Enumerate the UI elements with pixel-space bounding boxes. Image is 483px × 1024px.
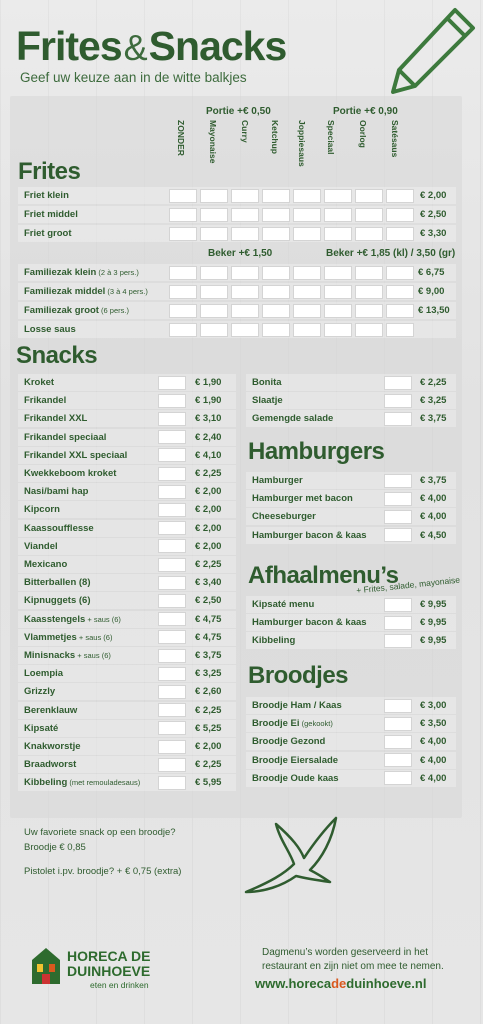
price-label: € 1,90 xyxy=(195,395,222,407)
choice-box[interactable] xyxy=(158,558,186,572)
choice-box[interactable] xyxy=(169,189,197,203)
price-label: € 3,00 xyxy=(420,700,447,711)
choice-box[interactable] xyxy=(231,189,259,203)
price-label: € 2,00 xyxy=(195,540,222,552)
choice-box[interactable] xyxy=(169,304,197,318)
website-link[interactable]: www.horecadeduinhoeve.nl xyxy=(255,976,427,991)
choice-box[interactable] xyxy=(158,630,186,644)
price-label: € 9,00 xyxy=(418,286,445,297)
sauce-column-header: ZONDER xyxy=(176,120,186,156)
choice-box[interactable] xyxy=(200,227,228,241)
choice-box[interactable] xyxy=(355,266,383,280)
choice-box[interactable] xyxy=(158,394,186,408)
price-label: € 4,75 xyxy=(195,631,222,643)
price-label: € 2,50 xyxy=(195,595,222,607)
beker-left-label: Beker +€ 1,50 xyxy=(208,248,273,259)
price-label: € 2,00 xyxy=(195,504,222,516)
hamburger-item: Cheeseburger xyxy=(252,511,316,523)
price-label: € 4,00 xyxy=(420,772,447,784)
snack-item: Berenklauw xyxy=(24,704,78,716)
hamburger-item: Hamburger met bacon xyxy=(252,493,353,505)
choice-box[interactable] xyxy=(384,598,412,612)
choice-box[interactable] xyxy=(324,208,352,222)
price-label: € 5,25 xyxy=(195,722,222,734)
snack-item: Loempia xyxy=(24,668,64,680)
choice-box[interactable] xyxy=(200,304,228,318)
choice-box[interactable] xyxy=(386,266,414,280)
sauce-column-header: Oorlog xyxy=(358,120,368,148)
choice-box[interactable] xyxy=(158,612,186,626)
snack-item: Frikandel XXL speciaal xyxy=(24,449,128,461)
choice-box[interactable] xyxy=(386,227,414,241)
choice-box[interactable] xyxy=(158,594,186,608)
snack-item: Kipcorn xyxy=(24,504,60,516)
price-label: € 2,25 xyxy=(420,377,447,388)
choice-box[interactable] xyxy=(158,412,186,426)
footnote-line1: Uw favoriete snack op een broodje? xyxy=(24,827,176,838)
choice-box[interactable] xyxy=(355,304,383,318)
price-label: € 9,95 xyxy=(420,635,447,647)
subtitle: Geef uw keuze aan in de witte balkjes xyxy=(20,70,247,85)
price-label: € 3,25 xyxy=(195,668,222,680)
choice-box[interactable] xyxy=(200,189,228,203)
price-label: € 2,40 xyxy=(195,431,222,443)
price-label: € 2,00 xyxy=(195,486,222,498)
price-label: € 9,95 xyxy=(420,617,447,629)
choice-box[interactable] xyxy=(262,266,290,280)
family-item: Familiezak klein (2 à 3 pers.) xyxy=(24,267,139,278)
choice-box[interactable] xyxy=(384,474,412,488)
choice-box[interactable] xyxy=(384,735,412,749)
price-label: € 3,75 xyxy=(420,475,447,486)
choice-box[interactable] xyxy=(324,323,352,337)
snacks-heading: Snacks xyxy=(16,342,98,369)
choice-box[interactable] xyxy=(355,323,383,337)
broodje-item: Broodje Oude kaas xyxy=(252,772,339,784)
choice-box[interactable] xyxy=(355,208,383,222)
price-label: € 3,75 xyxy=(420,413,447,425)
choice-box[interactable] xyxy=(158,485,186,499)
sauce-column-header: Satésaus xyxy=(390,120,400,158)
snack-item: Frikandel xyxy=(24,395,67,407)
choice-box[interactable] xyxy=(384,376,412,390)
choice-box[interactable] xyxy=(169,323,197,337)
price-label: € 2,50 xyxy=(420,209,447,220)
choice-box[interactable] xyxy=(384,753,412,767)
pencil-icon xyxy=(385,6,477,96)
broodje-item: Broodje Ham / Kaas xyxy=(252,700,342,711)
choice-box[interactable] xyxy=(200,323,228,337)
extra-item: Gemengde salade xyxy=(252,413,334,425)
choice-box[interactable] xyxy=(262,189,290,203)
price-label: € 2,60 xyxy=(195,686,222,698)
choice-box[interactable] xyxy=(169,266,197,280)
choice-box[interactable] xyxy=(384,616,412,630)
price-label: € 3,50 xyxy=(420,718,447,730)
choice-box[interactable] xyxy=(158,430,186,444)
afhaal-item: Hamburger bacon & kaas xyxy=(252,617,367,629)
choice-box[interactable] xyxy=(158,448,186,462)
choice-box[interactable] xyxy=(231,285,259,299)
choice-box[interactable] xyxy=(158,649,186,663)
snack-item: Viandel xyxy=(24,540,58,552)
family-item: Losse saus xyxy=(24,324,76,335)
choice-box[interactable] xyxy=(386,304,414,318)
snack-item: Mexicano xyxy=(24,559,68,570)
choice-box[interactable] xyxy=(169,227,197,241)
broodje-item: Broodje Ei (gekookt) xyxy=(252,718,333,730)
choice-box[interactable] xyxy=(262,285,290,299)
seagull-icon xyxy=(240,812,350,902)
extra-item: Bonita xyxy=(252,377,282,388)
frites-item: Friet klein xyxy=(24,190,69,201)
price-label: € 4,00 xyxy=(420,736,447,748)
choice-box[interactable] xyxy=(324,227,352,241)
choice-box[interactable] xyxy=(386,323,414,337)
choice-box[interactable] xyxy=(384,510,412,524)
logo-line2: DUINHOEVE xyxy=(67,963,151,979)
snack-item: Vlammetjes + saus (6) xyxy=(24,631,113,643)
choice-box[interactable] xyxy=(231,208,259,222)
choice-box[interactable] xyxy=(293,208,321,222)
hamburger-item: Hamburger xyxy=(252,475,303,486)
snack-item: Kipsaté xyxy=(24,722,59,734)
choice-box[interactable] xyxy=(384,634,412,648)
choice-box[interactable] xyxy=(384,492,412,506)
choice-box[interactable] xyxy=(293,189,321,203)
choice-box[interactable] xyxy=(262,208,290,222)
family-item: Familiezak middel (3 à 4 pers.) xyxy=(24,286,148,297)
extra-item: Slaatje xyxy=(252,395,283,407)
snack-item: Kwekkeboom kroket xyxy=(24,468,117,479)
snack-item: Grizzly xyxy=(24,686,56,698)
choice-box[interactable] xyxy=(158,521,186,535)
frites-item: Friet middel xyxy=(24,209,78,220)
choice-box[interactable] xyxy=(158,503,186,517)
choice-box[interactable] xyxy=(262,227,290,241)
price-label: € 4,00 xyxy=(420,493,447,505)
frites-heading: Frites xyxy=(18,158,81,185)
price-label: € 3,25 xyxy=(420,395,447,407)
price-label: € 4,00 xyxy=(420,511,447,523)
choice-box[interactable] xyxy=(293,285,321,299)
price-label: € 2,00 xyxy=(195,522,222,534)
price-label: € 13,50 xyxy=(418,305,450,316)
choice-box[interactable] xyxy=(293,266,321,280)
choice-box[interactable] xyxy=(231,266,259,280)
snack-item: Minisnacks + saus (6) xyxy=(24,650,111,661)
choice-box[interactable] xyxy=(384,771,412,785)
choice-box[interactable] xyxy=(158,776,186,790)
price-label: € 4,75 xyxy=(195,613,222,625)
price-label: € 4,10 xyxy=(195,449,222,461)
broodje-item: Broodje Gezond xyxy=(252,736,326,748)
price-label: € 2,25 xyxy=(195,759,222,771)
choice-box[interactable] xyxy=(231,323,259,337)
price-label: € 5,95 xyxy=(195,777,222,789)
portion-right-label: Portie +€ 0,90 xyxy=(333,106,398,117)
choice-box[interactable] xyxy=(262,323,290,337)
choice-box[interactable] xyxy=(169,285,197,299)
choice-box[interactable] xyxy=(293,323,321,337)
snack-item: Kibbeling (met remouladesaus) xyxy=(24,777,141,789)
choice-box[interactable] xyxy=(158,721,186,735)
footer-notice: Dagmenu’s worden geserveerd in het restaurant en zijn niet om mee te nemen. xyxy=(262,947,444,972)
snack-item: Kaassoufflesse xyxy=(24,522,94,534)
choice-box[interactable] xyxy=(169,208,197,222)
choice-box[interactable] xyxy=(158,376,186,390)
choice-box[interactable] xyxy=(158,539,186,553)
choice-box[interactable] xyxy=(324,285,352,299)
snack-item: Nasi/bami hap xyxy=(24,486,89,498)
price-label: € 2,00 xyxy=(195,741,222,752)
footnote-line3: Pistolet i.pv. broodje? + € 0,75 (extra) xyxy=(24,866,182,877)
choice-box[interactable] xyxy=(293,304,321,318)
choice-box[interactable] xyxy=(324,304,352,318)
choice-box[interactable] xyxy=(200,266,228,280)
choice-box[interactable] xyxy=(355,189,383,203)
price-label: € 4,50 xyxy=(420,529,447,541)
choice-box[interactable] xyxy=(231,227,259,241)
beker-right-label: Beker +€ 1,85 (kl) / 3,50 (gr) xyxy=(326,248,456,259)
choice-box[interactable] xyxy=(158,667,186,681)
sauce-column-header: Mayonaise xyxy=(208,120,218,164)
frites-item: Friet groot xyxy=(24,228,72,239)
broodje-item: Broodje Eiersalade xyxy=(252,754,339,766)
price-label: € 4,00 xyxy=(420,754,447,766)
choice-box[interactable] xyxy=(231,304,259,318)
choice-box[interactable] xyxy=(158,740,186,754)
afhaal-item: Kipsaté menu xyxy=(252,599,315,610)
snack-item: Bitterballen (8) xyxy=(24,577,91,589)
price-label: € 3,10 xyxy=(195,413,222,425)
family-item: Familiezak groot (6 pers.) xyxy=(24,305,129,316)
choice-box[interactable] xyxy=(355,285,383,299)
snack-item: Frikandel XXL xyxy=(24,413,88,425)
logo-line3: eten en drinken xyxy=(90,980,149,990)
sauce-column-header: Ketchup xyxy=(270,120,280,154)
choice-box[interactable] xyxy=(384,717,412,731)
title-snacks: Snacks xyxy=(148,23,287,69)
afhaal-heading: Afhaalmenu’s xyxy=(248,562,399,589)
choice-box[interactable] xyxy=(355,227,383,241)
duinhoeve-logo-icon xyxy=(30,946,62,986)
choice-box[interactable] xyxy=(200,285,228,299)
snack-item: Kaasstengels + saus (6) xyxy=(24,613,121,625)
sauce-column-header: Curry xyxy=(240,120,250,143)
choice-box[interactable] xyxy=(158,685,186,699)
choice-box[interactable] xyxy=(386,285,414,299)
hamburger-item: Hamburger bacon & kaas xyxy=(252,529,367,541)
snack-item: Frikandel speciaal xyxy=(24,431,107,443)
price-label: € 3,30 xyxy=(420,228,447,239)
choice-box[interactable] xyxy=(384,412,412,426)
afhaal-subnote: + Frites, salade, mayonaise xyxy=(355,574,461,596)
choice-box[interactable] xyxy=(324,189,352,203)
price-label: € 2,25 xyxy=(195,559,222,570)
choice-box[interactable] xyxy=(384,528,412,542)
choice-box[interactable] xyxy=(293,227,321,241)
price-label: € 2,25 xyxy=(195,704,222,716)
price-label: € 6,75 xyxy=(418,267,445,278)
broodjes-heading: Broodjes xyxy=(248,662,349,689)
page-title xyxy=(16,23,287,69)
choice-box[interactable] xyxy=(384,394,412,408)
footnote-line2: Broodje € 0,85 xyxy=(24,842,86,853)
sauce-column-header: Speciaal xyxy=(326,120,336,155)
choice-box[interactable] xyxy=(158,758,186,772)
hamburgers-heading: Hamburgers xyxy=(248,438,385,465)
choice-box[interactable] xyxy=(200,208,228,222)
choice-box[interactable] xyxy=(324,266,352,280)
choice-box[interactable] xyxy=(386,208,414,222)
choice-box[interactable] xyxy=(386,189,414,203)
choice-box[interactable] xyxy=(158,467,186,481)
snack-item: Knakworstje xyxy=(24,741,81,752)
choice-box[interactable] xyxy=(158,703,186,717)
price-label: € 3,40 xyxy=(195,577,222,589)
choice-box[interactable] xyxy=(158,576,186,590)
snack-item: Kipnuggets (6) xyxy=(24,595,91,607)
snack-item: Braadworst xyxy=(24,759,77,771)
choice-box[interactable] xyxy=(384,699,412,713)
afhaal-item: Kibbeling xyxy=(252,635,296,647)
price-label: € 9,95 xyxy=(420,599,447,610)
price-label: € 2,25 xyxy=(195,468,222,479)
logo-line1: HORECA DE xyxy=(67,948,151,964)
choice-box[interactable] xyxy=(262,304,290,318)
price-label: € 3,75 xyxy=(195,650,222,661)
price-label: € 1,90 xyxy=(195,377,222,388)
title-frites: Frites xyxy=(16,23,122,69)
portion-left-label: Portie +€ 0,50 xyxy=(206,106,271,117)
snack-item: Kroket xyxy=(24,377,55,388)
price-label: € 2,00 xyxy=(420,190,447,201)
title-ampersand: & xyxy=(123,27,147,68)
sauce-column-header: Joppiesaus xyxy=(297,120,307,167)
